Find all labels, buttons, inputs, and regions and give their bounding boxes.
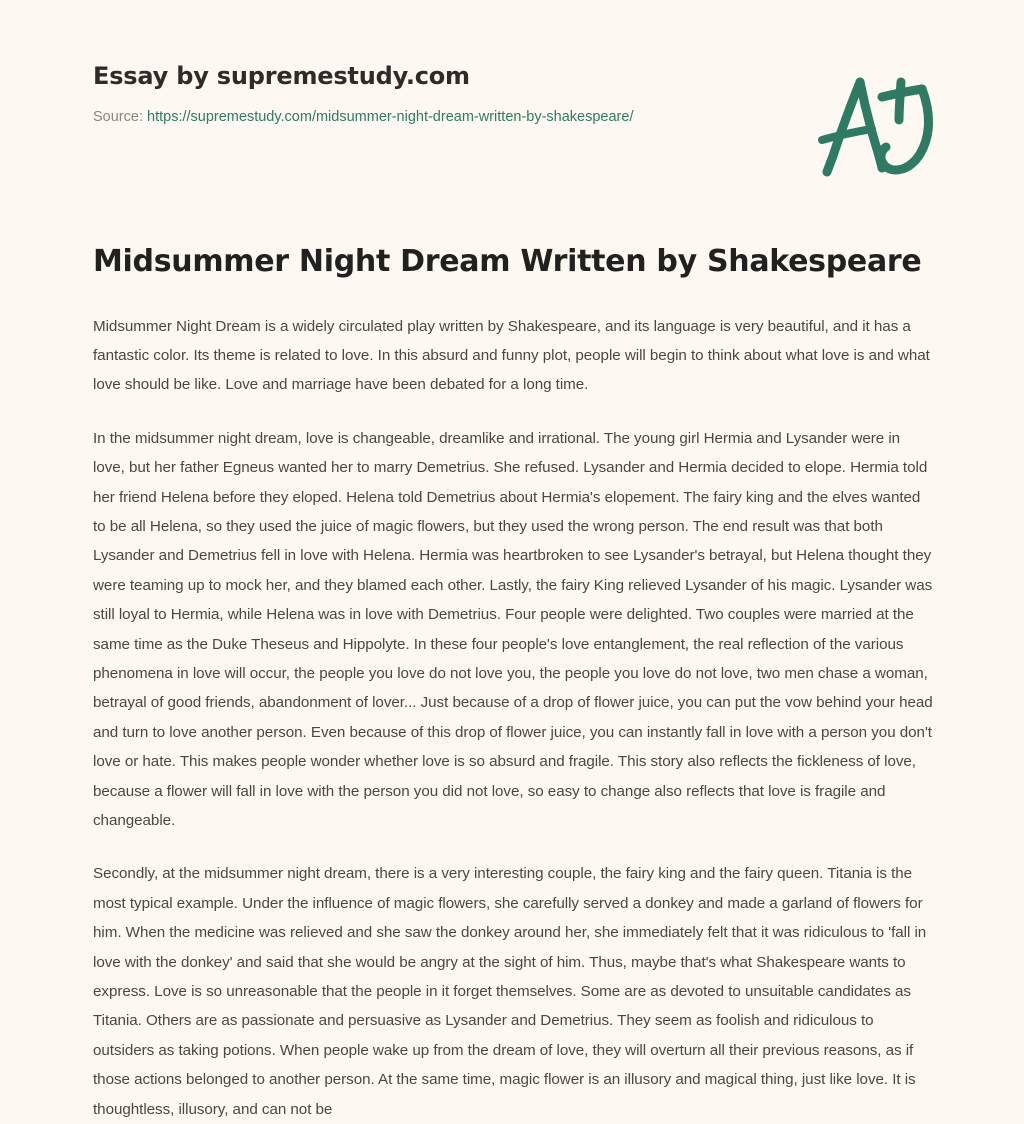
source-line xyxy=(93,108,793,127)
brand-title: Essay by supremestudy.com xyxy=(93,62,793,91)
article-paragraph: Secondly, at the midsummer night dream, there is a very interesting couple, the fairy king and the fairy queen. Titania is the most typical example. Under the influence of magic flowers, she carefully served a donkey and made a garland of flowers for him. When the medicine was relieved and she saw the donkey around her, she immediately felt that it was ridiculous to 'fall in love with the donkey' and said that she would be angry at the sight of him. Thus, maybe that's what Shakespeare wants to express. Love is so unreasonable that the people in it forget themselves. Some are as devoted to unsuitable candidates as Titania. Others are as passionate and persuasive as Lysander and Demetrius. They seem as foolish and ridiculous to outsiders as taking potions. When people wake up from the dream of love, they will overturn all their previous reasons, as if those actions belonged to another person. At the same time, magic flower is an illusory and magical thing, just like love. It is thoughtless, illusory, and can not be xyxy=(93,859,933,1124)
page-header xyxy=(0,0,1024,200)
article-paragraph: Midsummer Night Dream is a widely circulated play written by Shakespeare, and its language is very beautiful, and it has a fantastic color. Its theme is related to love. In this absurd and funny plot, people will begin to think about what love is and what love should be like. Love and marriage have been debated for a long time. xyxy=(93,312,933,400)
supremestudy-logo[interactable] xyxy=(806,68,946,184)
page-title: Midsummer Night Dream Written by Shakespeare xyxy=(93,243,933,281)
source-url-link[interactable]: https://supremestudy.com/midsummer-night-dream-written-by-shakespeare/ xyxy=(147,109,633,125)
source-label: Source: xyxy=(93,109,143,125)
a-plus-logo-icon xyxy=(806,68,946,184)
article-paragraph: In the midsummer night dream, love is changeable, dreamlike and irrational. The young girl Hermia and Lysander were in love, but her father Egneus wanted her to marry Demetrius. She refused. Lysander and Hermia decided to elope. Hermia told her friend Helena before they eloped. Helena told Demetrius about Hermia's elopement. The fairy king and the elves wanted to be all Helena, so they used the juice of magic flowers, but they used the wrong person. The end result was that both Lysander and Demetrius fell in love with Helena. Hermia was heartbroken to see Lysander's betrayal, but Helena thought they were teaming up to mock her, and they blamed each other. Lastly, the fairy King relieved Lysander of his magic. Lysander was still loyal to Hermia, while Helena was in love with Demetrius. Four people were delighted. Two couples were married at the same time as the Duke Theseus and Hippolyte. In these four people's love entanglement, the real reflection of the various phenomena in love will occur, the people you love do not love you, the people you love do not love, two men chase a woman, betrayal of good friends, abandonment of lover... Just because of a drop of flower juice, you can put the vow behind your head and turn to love another person. Even because of this drop of flower juice, you can instantly fall in love with a person you don't love or hate. This makes people wonder whether love is so absurd and fragile. This story also reflects the fickleness of love, because a flower will fall in love with the person you did not love, so easy to change also reflects that love is fragile and changeable. xyxy=(93,424,933,836)
article-body xyxy=(93,312,933,1124)
brand-block xyxy=(93,62,793,127)
article xyxy=(93,243,933,1124)
